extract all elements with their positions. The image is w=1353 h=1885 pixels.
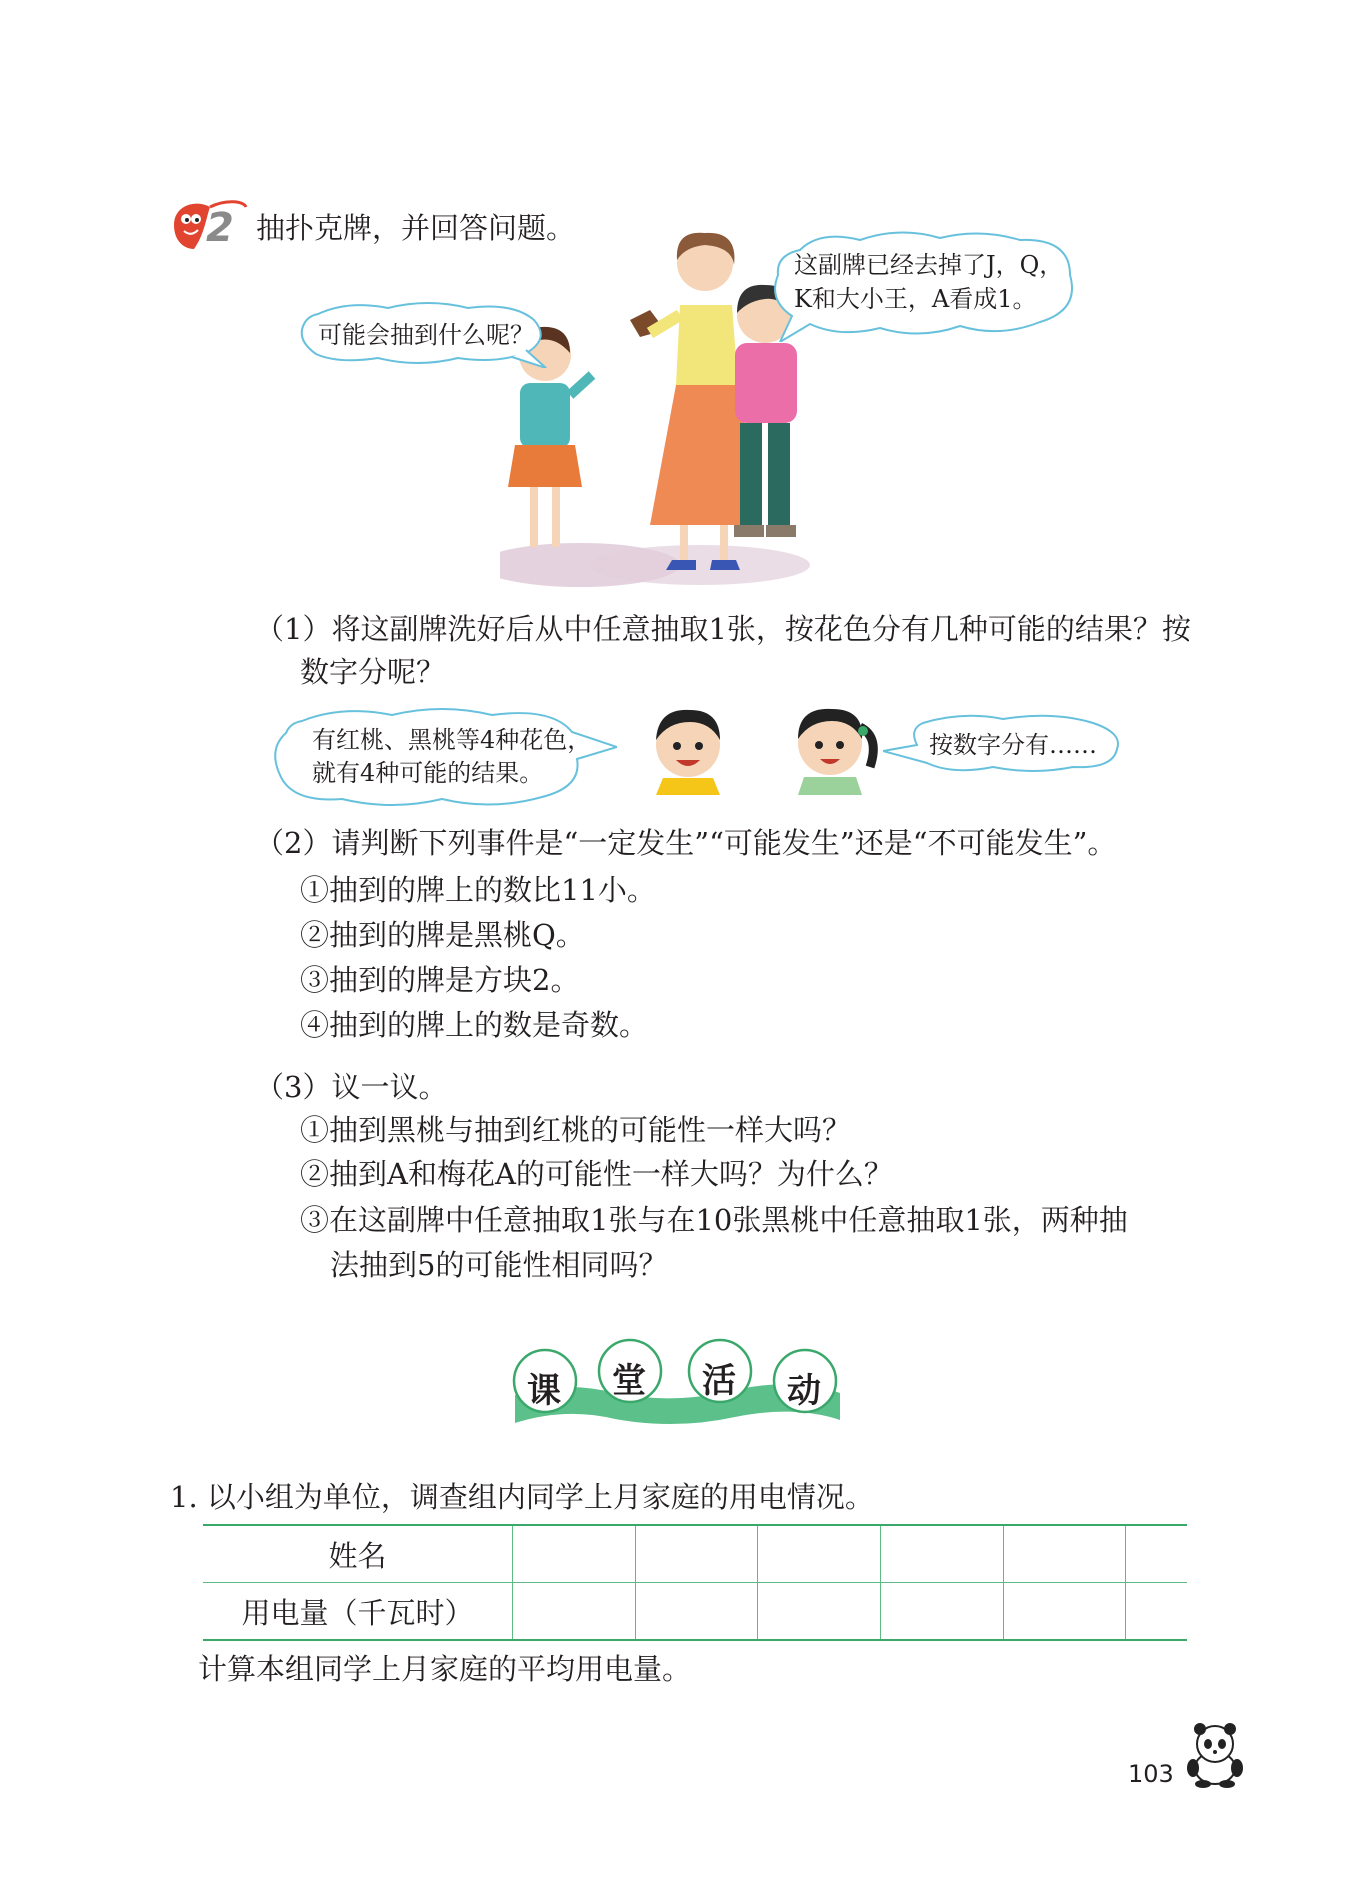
boy-head-illustration <box>648 700 728 799</box>
q3-item-3: ③在这副牌中任意抽取1张与在10张黑桃中任意抽取1张，两种抽 <box>300 1203 1128 1237</box>
panda-icon <box>1185 1722 1247 1792</box>
q3-item-2: ②抽到A和梅花A的可能性一样大吗？为什么？ <box>300 1157 893 1191</box>
table-cell[interactable] <box>513 1525 636 1583</box>
problem-number-icon <box>166 195 248 261</box>
table-cell[interactable] <box>880 1583 1003 1641</box>
table-row <box>203 1583 1187 1641</box>
activity-char-1: 课 <box>527 1371 561 1411</box>
table-cell[interactable] <box>1126 1525 1187 1583</box>
table-label-name: 姓名 <box>203 1525 513 1583</box>
q1-line2: 数字分呢？ <box>300 655 446 689</box>
table-cell[interactable] <box>1003 1583 1126 1641</box>
problem-number-text: 2 <box>206 205 234 251</box>
girl-speech-bubble <box>298 302 548 368</box>
problem-title: 抽扑克牌，并回答问题。 <box>256 211 576 245</box>
page-number: 103 <box>1128 1760 1174 1788</box>
boy-bubble-line1: 有红桃、黑桃等4种花色， <box>312 726 592 754</box>
electricity-usage-table <box>203 1524 1187 1641</box>
boy-bubble-line2: 就有4种可能的结果。 <box>312 759 544 787</box>
activity-banner <box>505 1335 845 1435</box>
boy-speech-bubble <box>272 707 617 809</box>
q2-item-1: ①抽到的牌上的数比11小。 <box>300 873 656 907</box>
table-cell[interactable] <box>1126 1583 1187 1641</box>
teacher-bubble-line2: K和大小王，A看成1。 <box>794 285 1037 313</box>
table-cell[interactable] <box>635 1525 758 1583</box>
q2-item-2: ②抽到的牌是黑桃Q。 <box>300 918 585 952</box>
table-cell[interactable] <box>758 1583 881 1641</box>
table-label-usage: 用电量（千瓦时） <box>203 1583 513 1641</box>
q3-line: （3）议一议。 <box>255 1070 448 1104</box>
activity-char-2: 堂 <box>612 1361 646 1401</box>
table-cell[interactable] <box>758 1525 881 1583</box>
q3-item-1: ①抽到黑桃与抽到红桃的可能性一样大吗？ <box>300 1113 852 1147</box>
q2-item-4: ④抽到的牌上的数是奇数。 <box>300 1008 649 1042</box>
teacher-speech-bubble <box>770 230 1078 342</box>
girl-bubble-2-text: 按数字分有…… <box>929 731 1097 759</box>
q1-line1: （1）将这副牌洗好后从中任意抽取1张，按花色分有几种可能的结果？按 <box>255 612 1191 646</box>
activity-char-3: 活 <box>702 1361 736 1401</box>
q3-item-3-cont: 法抽到5的可能性相同吗？ <box>330 1248 668 1282</box>
girl-head-illustration <box>788 697 880 799</box>
after-table-text: 计算本组同学上月家庭的平均用电量。 <box>198 1652 692 1686</box>
teacher-bubble-line1: 这副牌已经去掉了J，Q， <box>794 251 1064 279</box>
table-cell[interactable] <box>513 1583 636 1641</box>
table-cell[interactable] <box>635 1583 758 1641</box>
table-row <box>203 1525 1187 1583</box>
table-cell[interactable] <box>1003 1525 1126 1583</box>
activity-q1: 1. 以小组为单位，调查组内同学上月家庭的用电情况。 <box>170 1480 874 1514</box>
q2-line: （2）请判断下列事件是“一定发生”“可能发生”还是“不可能发生”。 <box>255 826 1117 860</box>
q2-item-3: ③抽到的牌是方块2。 <box>300 963 580 997</box>
activity-char-4: 动 <box>787 1371 821 1411</box>
table-cell[interactable] <box>880 1525 1003 1583</box>
girl-speech-bubble-2 <box>883 713 1123 775</box>
girl-bubble-text: 可能会抽到什么呢？ <box>318 321 534 349</box>
